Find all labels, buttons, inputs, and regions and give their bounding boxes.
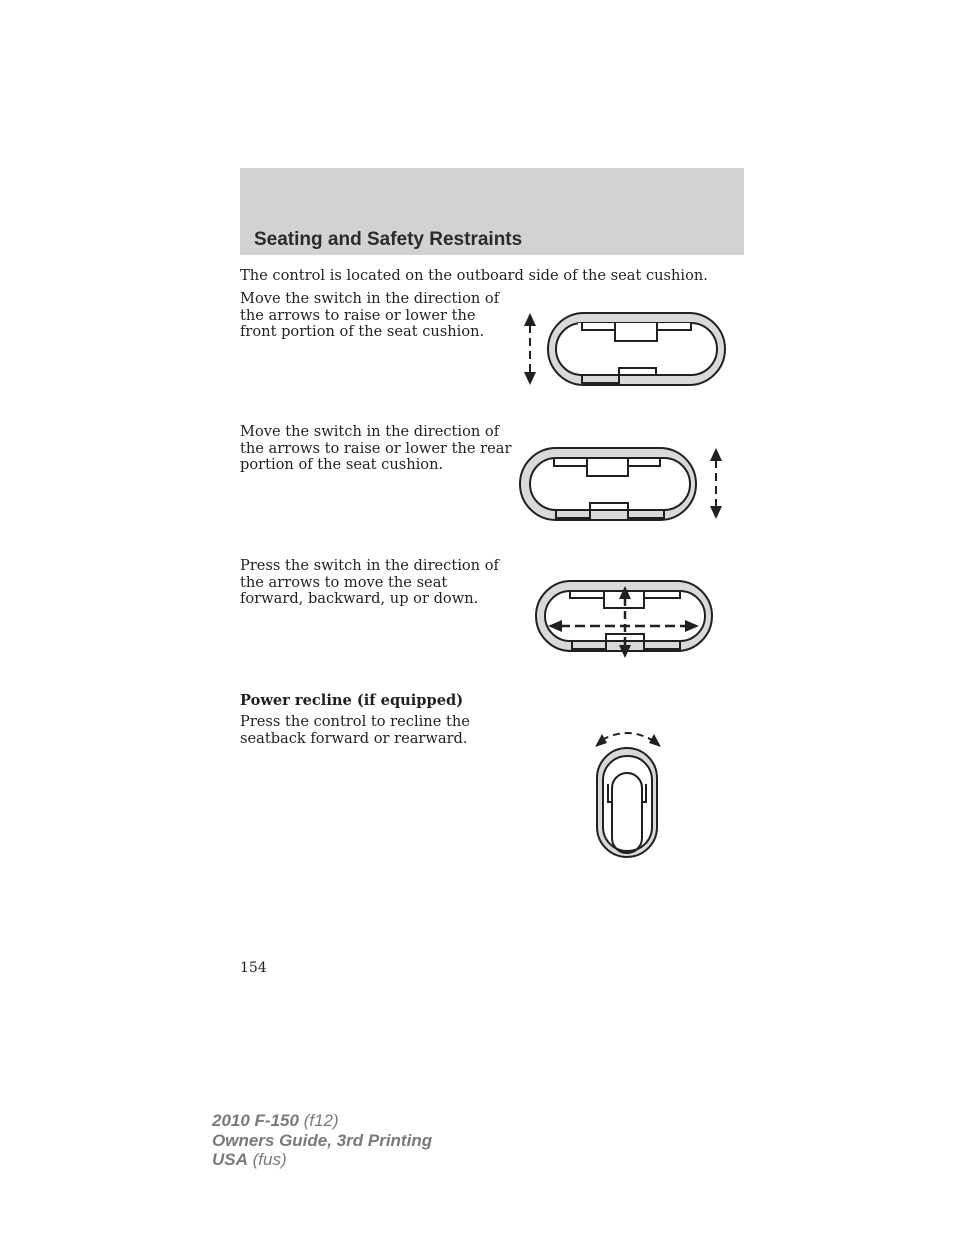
arrow-down-icon (710, 506, 722, 519)
footer-line (212, 1111, 432, 1131)
footer-model: 2010 F-150 (212, 1111, 299, 1130)
arrow-up-icon (524, 313, 536, 326)
front-cushion-paragraph (240, 291, 499, 341)
text-line: front portion of the seat cushion. (240, 323, 485, 341)
text-line: portion of the seat cushion. (240, 456, 444, 474)
front-cushion-switch-illustration (516, 308, 731, 390)
text-line: seatback forward or rearward. (240, 729, 468, 747)
intro-paragraph: The control is located on the outboard side of the seat cushion. (240, 267, 708, 284)
footer-market-code: (fus) (252, 1150, 287, 1169)
section-title: Seating and Safety Restraints (254, 229, 523, 250)
text-line: Move the switch in the direction of (240, 423, 500, 440)
footer-guide-title: Owners Guide, 3rd Printing (212, 1130, 433, 1150)
footer-model-code: (f12) (303, 1111, 339, 1130)
page-number: 154 (240, 960, 267, 976)
arrow-left-icon (595, 734, 607, 747)
text-line: Press the control to recline the (240, 713, 470, 730)
arrow-right-icon (649, 734, 661, 747)
text-line: the arrows to raise or lower the (240, 306, 476, 324)
arrow-down-icon (524, 372, 536, 385)
seat-four-way-switch-illustration (532, 578, 717, 660)
text-line: Press the switch in the direction of (240, 557, 499, 574)
text-line: forward, backward, up or down. (240, 590, 479, 608)
footer-line (212, 1131, 432, 1151)
rear-cushion-switch-illustration (516, 444, 731, 524)
text-line: the arrows to move the seat (240, 573, 448, 591)
text-line: the arrows to raise or lower the rear (240, 439, 512, 457)
rear-cushion-paragraph (240, 424, 511, 474)
recline-switch-illustration (590, 728, 665, 860)
arrow-up-icon (710, 448, 722, 461)
footer-market: USA (212, 1150, 248, 1169)
seat-move-paragraph (240, 558, 499, 608)
text-line: Move the switch in the direction of (240, 290, 500, 307)
recline-heading: Power recline (if equipped) (240, 692, 464, 709)
footer-line (212, 1150, 432, 1170)
recline-paragraph (240, 714, 470, 747)
document-footer (212, 1111, 432, 1170)
